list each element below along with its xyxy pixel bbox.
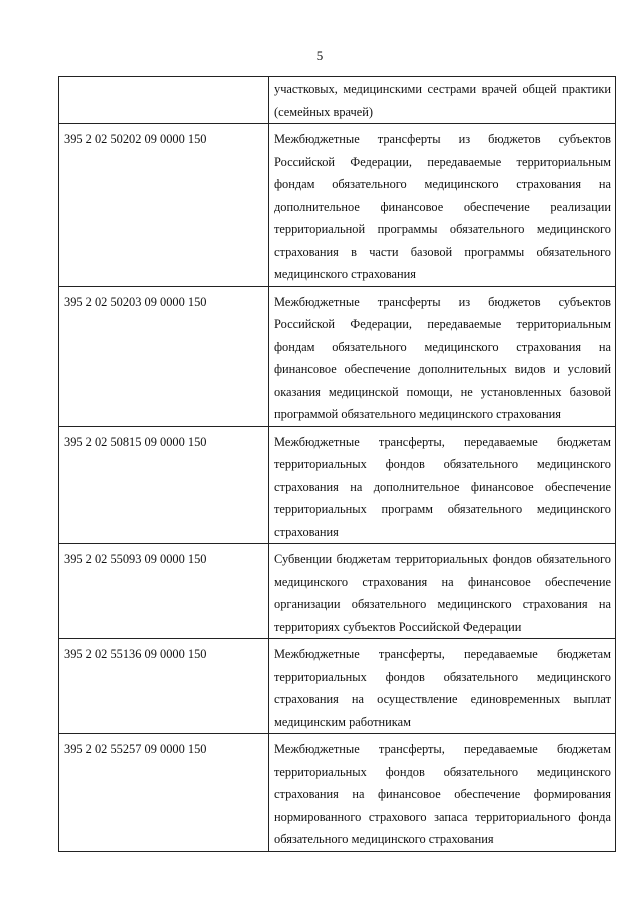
row-description: Межбюджетные трансферты, передаваемые бюджетам территориальных фондов обязательного медицинского страхования на финансовое обеспечение формирования нормированного страхового запаса территориального фонда обязательного медицинского страхования <box>269 734 616 852</box>
row-code: 395 2 02 50815 09 0000 150 <box>59 426 269 544</box>
row-code: 395 2 02 50202 09 0000 150 <box>59 124 269 287</box>
table-row <box>59 734 616 852</box>
row-code: 395 2 02 55257 09 0000 150 <box>59 734 269 852</box>
budget-classification-table <box>58 76 616 852</box>
row-description: Субвенции бюджетам территориальных фондов обязательного медицинского страхования на финансовое обеспечение организации обязательного медицинского страхования на территориях субъектов Российской Федерации <box>269 544 616 639</box>
row-code <box>59 77 269 124</box>
row-code: 395 2 02 50203 09 0000 150 <box>59 286 269 426</box>
row-description: Межбюджетные трансферты из бюджетов субъектов Российской Федерации, передаваемые территориальным фондам обязательного медицинского страхования на финансовое обеспечение дополнительных видов и условий оказания медицинской помощи, не установленных базовой программой обязательного медицинского страхования <box>269 286 616 426</box>
row-description: Межбюджетные трансферты из бюджетов субъектов Российской Федерации, передаваемые территориальным фондам обязательного медицинского страхования на дополнительное финансовое обеспечение реализации территориальной программы обязательного медицинского страхования в части базовой программы обязательного медицинского страхования <box>269 124 616 287</box>
row-description: участковых, медицинскими сестрами врачей общей практики (семейных врачей) <box>269 77 616 124</box>
row-description: Межбюджетные трансферты, передаваемые бюджетам территориальных фондов обязательного медицинского страхования на осуществление единовременных выплат медицинским работникам <box>269 639 616 734</box>
table-row <box>59 77 616 124</box>
table-row <box>59 639 616 734</box>
row-code: 395 2 02 55136 09 0000 150 <box>59 639 269 734</box>
table-row <box>59 544 616 639</box>
table-row <box>59 286 616 426</box>
page-number: 5 <box>316 48 324 63</box>
table-row <box>59 426 616 544</box>
row-description: Межбюджетные трансферты, передаваемые бюджетам территориальных фондов обязательного медицинского страхования на дополнительное финансовое обеспечение территориальных программ обязательного медицинского страхования <box>269 426 616 544</box>
row-code: 395 2 02 55093 09 0000 150 <box>59 544 269 639</box>
table-row <box>59 124 616 287</box>
